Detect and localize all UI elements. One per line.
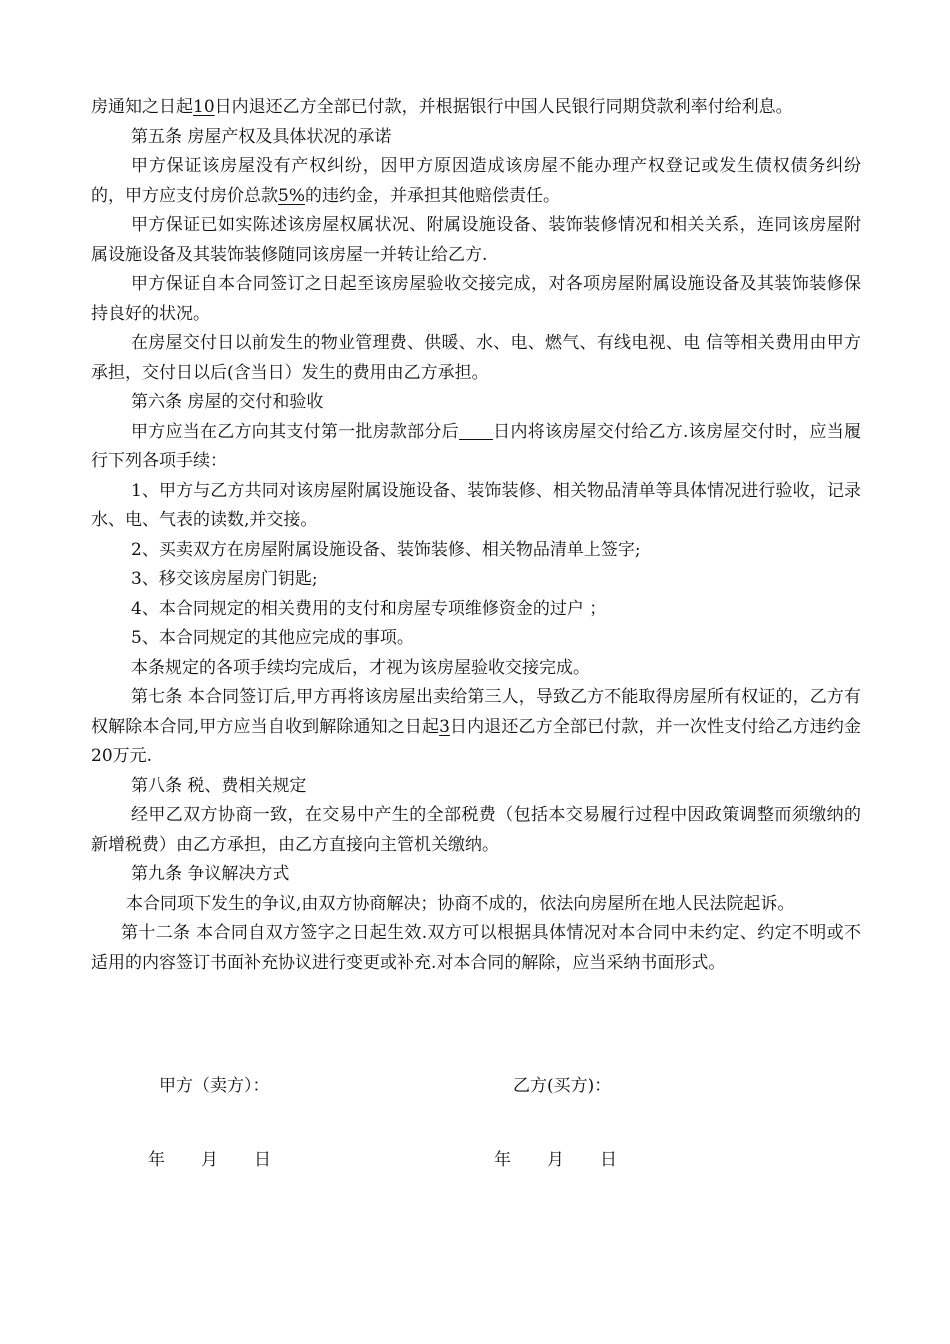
article-9-title: 第九条 争议解决方式 [131, 864, 290, 884]
refund-days-art7: 3 [439, 716, 450, 737]
article-6-closing: 本条规定的各项手续均完成后，才视为该房屋验收交接完成。 [131, 657, 590, 678]
article-6-item-4: 4、本合同规定的相关费用的支付和房屋专项维修资金的过户 ； [131, 598, 607, 619]
article-6-item-3: 3、移交该房屋房门钥匙; [131, 569, 318, 589]
refund-days: 10 [193, 97, 215, 117]
article-12: 第十二条 本合同自双方签字之日起生效.双方可以根据具体情况对本合同中未约定、约定不明或不适用的内容签订书面补充协议进行变更或补充.对本合同的解除，应当采纳书面形式。 [91, 923, 861, 973]
article-7: 第七条 本合同签订后,甲方再将该房屋出卖给第三人，导致乙方不能取得房屋所有权证的，乙方有权解除本合同,甲方应当自收到解除通知之日起3日内退还乙方全部已付款，并一次性支付给乙方违约金20万元. [91, 687, 861, 766]
article-5-paragraph-3: 甲方保证自本合同签订之日起至该房屋验收交接完成，对各项房屋附属设施设备及其装饰装修保持良好的状况。 [91, 274, 861, 324]
delivery-days-blank [459, 421, 493, 440]
article-6-item-5: 5、本合同规定的其他应完成的事项。 [131, 628, 414, 648]
article-5-paragraph-2: 甲方保证已如实陈述该房屋权属状况、附属设施设备、装饰装修情况和相关关系，连同该房屋附属设施设备及其装饰装修随同该房屋一并转让给乙方. [91, 215, 861, 265]
article-6-title: 第六条 房屋的交付和验收 [131, 392, 324, 412]
party-a-date [148, 1148, 271, 1172]
article-5-title: 第五条 房屋产权及具体状况的承诺 [131, 126, 392, 147]
penalty-percent: 5% [278, 185, 305, 206]
party-a-label: 甲方（卖方）： [159, 1076, 270, 1096]
month-label: 月 [201, 1150, 218, 1170]
article-5-paragraph-1: 甲方保证该房屋没有产权纠纷，因甲方原因造成该房屋不能办理产权登记或发生债权债务纠纷的，甲方应支付房价总款5%的违约金，并承担其他赔偿责任。 [91, 156, 861, 206]
article-8-title: 第八条 税、费相关规定 [131, 775, 307, 796]
party-b-date [494, 1148, 617, 1172]
article-9-paragraph-1: 本合同项下发生的争议,由双方协商解决；协商不成的，依法向房屋所在地人民法院起诉。 [126, 893, 795, 914]
party-b-label: 乙方(买方)： [513, 1076, 612, 1096]
year-label: 年 [148, 1150, 165, 1170]
contract-page [91, 93, 861, 978]
day-label: 日 [254, 1150, 271, 1170]
paragraph-refund-continuation: 房通知之日起10日内退还乙方全部已付款，并根据银行中国人民银行同期贷款利率付给利息。 [91, 97, 793, 117]
month-label: 月 [547, 1150, 564, 1170]
day-label: 日 [600, 1150, 617, 1170]
article-5-paragraph-4: 在房屋交付日以前发生的物业管理费、供暖、水、电、燃气、有线电视、电 信等相关费用由甲方承担，交付日以后(含当日）发生的费用由乙方承担。 [91, 333, 861, 383]
article-6-item-2: 2、买卖双方在房屋附属设施设备、装饰装修、相关物品清单上签字; [131, 539, 641, 560]
year-label: 年 [494, 1150, 511, 1170]
article-6-item-1: 1、甲方与乙方共同对该房屋附属设施设备、装饰装修、相关物品清单等具体情况进行验收，记录水、电、气表的读数,并交接。 [91, 480, 861, 530]
article-8-paragraph-1: 经甲乙双方协商一致，在交易中产生的全部税费（包括本交易履行过程中因政策调整而须缴纳的新增税费）由乙方承担，由乙方直接向主管机关缴纳。 [91, 805, 861, 855]
article-6-paragraph-1: 甲方应当在乙方向其支付第一批房款部分后 日内将该房屋交付给乙方.该房屋交付时，应当履行下列各项手续： [91, 421, 862, 471]
